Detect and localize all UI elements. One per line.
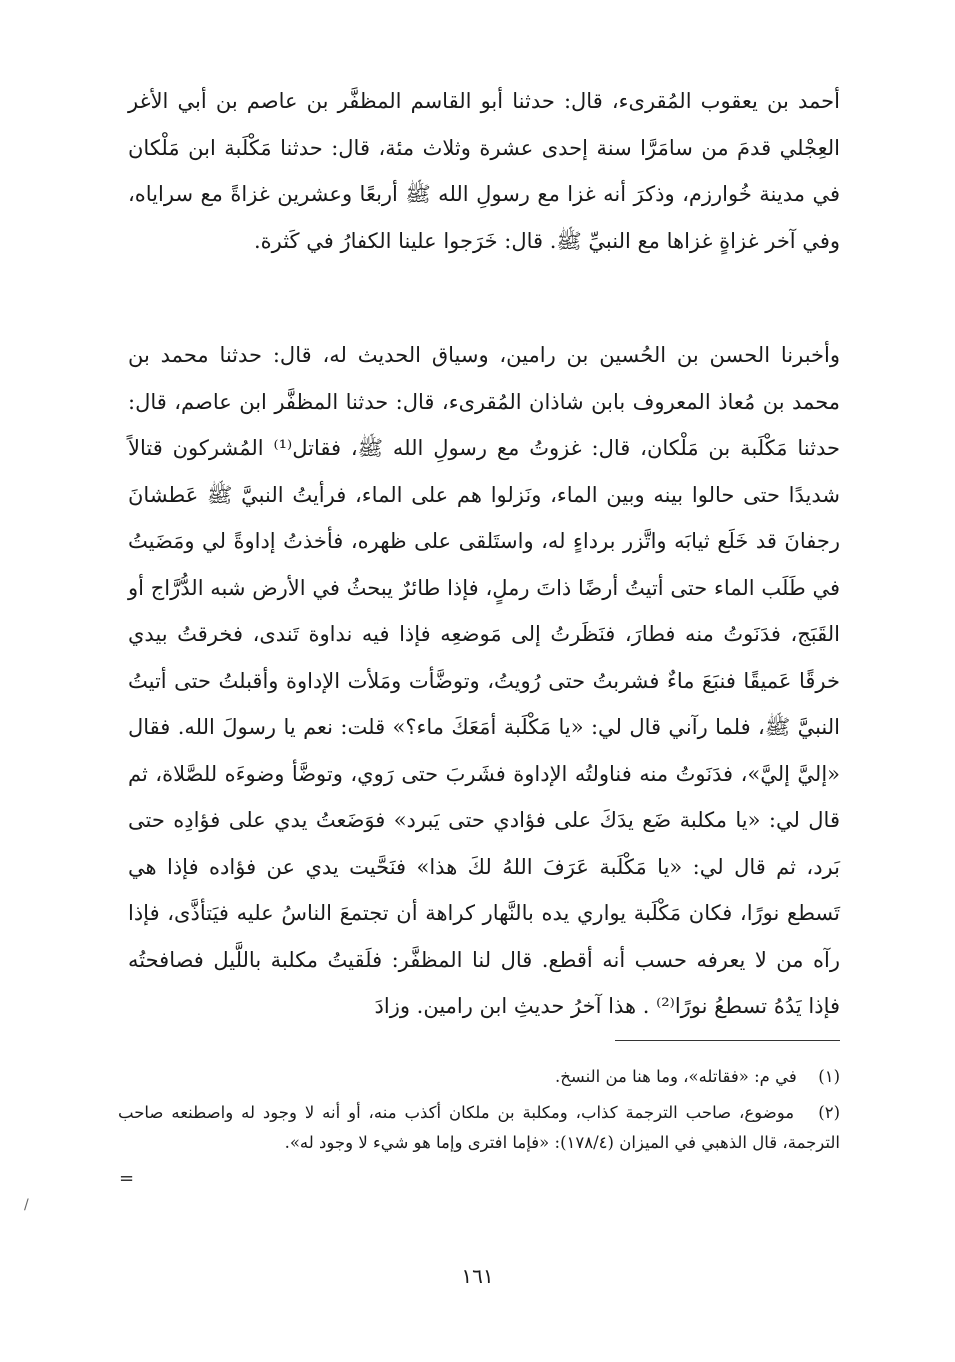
- footnote-1: [118, 1062, 840, 1092]
- footnote-1-number: (١): [818, 1067, 840, 1086]
- footnote-2-text: موضوع، صاحب الترجمة كذاب، ومكلبة بن ملكان أكذب منه، أو أنه لا وجود له واصطنعه صاحب الترجمة، قال الذهبي في الميزان (١٧٨/٤): «فإما افترى وإما هو شيء لا وجود له».: [118, 1103, 840, 1152]
- footnote-1-text: في م: «فقاتله»، وما هنا من النسخ.: [555, 1067, 797, 1086]
- continuation-mark: =: [119, 1168, 135, 1189]
- footnote-separator: [615, 1040, 840, 1041]
- footnote-2-number: (٢): [818, 1103, 840, 1122]
- page-number: ١٦١: [461, 1264, 494, 1288]
- scan-speck: /: [24, 1197, 29, 1213]
- footnote-2: [118, 1098, 840, 1158]
- body-paragraph-2: وأخبرنا الحسن بن الحُسين بن رامين، وسياق الحديث له، قال: حدثنا محمد بن محمد بن مُعاذ المعروف بابن شاذان المُقرىء، قال: حدثنا المظفَّر ابن عاصم، قال: حدثنا مَكْلَبة بن مَلْكان، قال: غزوتُ مع رسولِ الله ﷺ، فقاتل⁽¹⁾ المُشركون قتالاً شديدًا حتى حالوا بينه وبين الماء، ونَزلوا هم على الماء، فرأيتُ النبيَّ ﷺ عَطشانَ رجفانَ قد خَلَع ثيابَه واتَّزر برداءٍ له، واستَلقى على ظهره، فأخذتُ إداوةً لي ومَضَيتُ في طَلَب الماء حتى أتيتُ أرضًا ذاتَ رملٍ، فإذا طائرٌ يبحثُ في الأرض شبه الدُّرَّاج أو القَبَج، فدَنَوتُ منه فطارَ، فنَظَرتُ إلى مَوضعِه فإذا فيه نداوة تَندى، فخرقتُ بيدي خرقًا عَميقًا فنبَعَ ماءٌ فشربتُ حتى رُويتُ، وتوضَّأت ومَلأت الإداوة وأقبلتُ حتى أتيتُ النبيَّ ﷺ، فلما رآني قال لي: «يا مَكْلَبة أمَعَكَ ماء؟» قلت: نعم يا رسولَ الله. فقال «إليَّ إليَّ»، فدَنَوتُ منه فناولتُه الإداوة فشَربَ حتى رَوي، وتوضَّأ وضوءَه للصَّلاة، ثم قال لي: «يا مكلبة ضَع يدَكَ على فؤادي حتى يَبرد» فوَضَعتُ يدي على فؤادِه حتى بَرد، ثم قال لي: «يا مَكْلَبة عَرَفَ اللهُ لكَ هذا» فنَحَّيت يدي عن فؤاده فإذا هي تَسطع نورًا، فكان مَكْلَبة يواري يده بالنَّهار كراهة أن تجتمعَ الناسُ عليه فيَتأذَّى، فإذا رآه من لا يعرفه حسب أنه أقطع. قال لنا المظفَّر: فلَقيتُ مكلبة باللَّيل فصافحتُه فإذا يَدُهُ تسطعُ نورًا⁽²⁾ . هذا آخرُ حديثِ ابن رامين. وزادَ: [128, 343, 840, 1018]
- body-paragraph-1: أحمد بن يعقوب المُقرىء، قال: حدثنا أبو القاسم المظفَّر بن عاصم بن أبي الأغر العِجْلي قدمَ من سامَرَّا سنة إحدى عشرة وثلاث مئة، قال: حدثنا مَكْلَبة ابن مَلْكان في مدينة خُوارزم، وذكرَ أنه غزا مع رسولِ الله ﷺ أربعًا وعشرين غزاةً مع سراياه، وفي آخر غزاةٍ غزاها مع النبيِّ ﷺ. قال: خَرَجوا علينا الكفارُ في كَثرة.: [128, 89, 840, 253]
